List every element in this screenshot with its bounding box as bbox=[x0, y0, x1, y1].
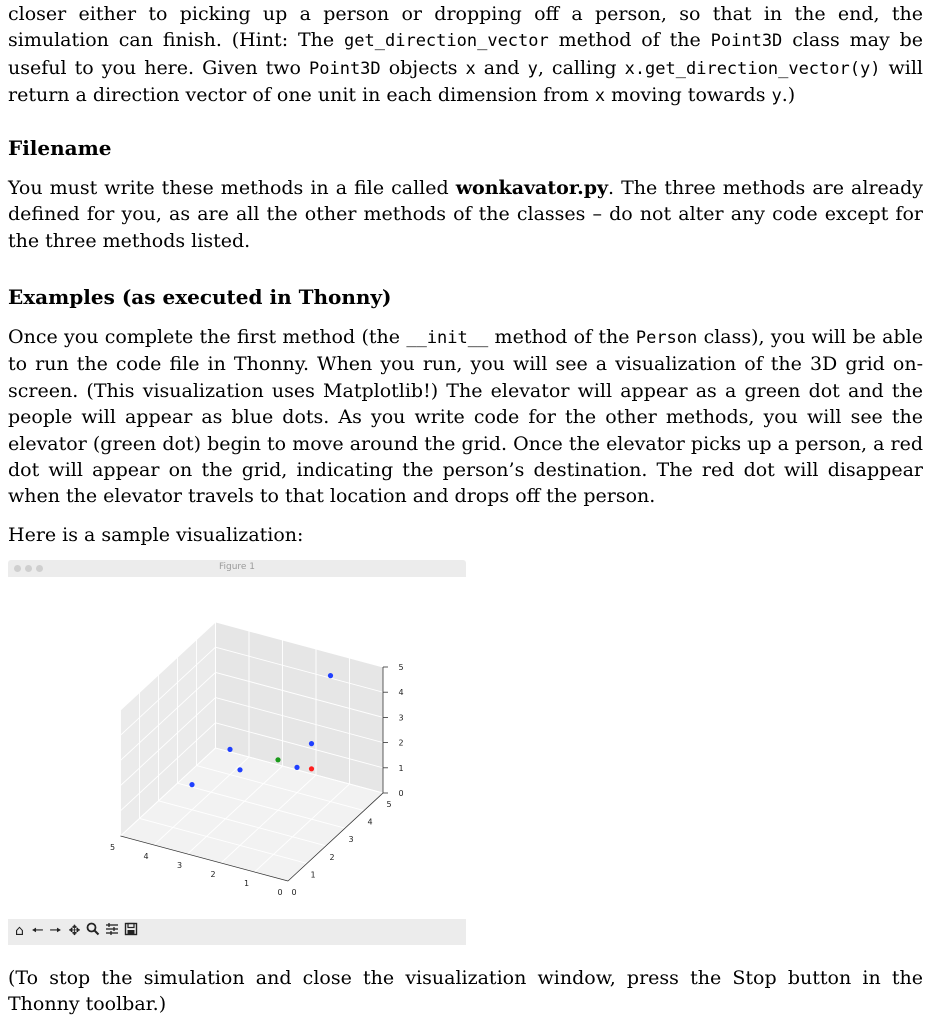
window-titlebar bbox=[8, 560, 466, 577]
plot-panes bbox=[121, 622, 384, 881]
intro-paragraph: closer either to picking up a person or dropping off a person, so that in the end, the simulation can finish. (Hint: The get_direction_vector method of the Point3D class may be useful to you here. Given two Point3D objects x and y, calling x.get_direction_vector(y) will return a direction vector of one unit in each dimension from x moving towards y.) bbox=[8, 3, 924, 107]
y-tick-label: 5 bbox=[386, 800, 392, 809]
y-tick-label: 4 bbox=[367, 817, 373, 827]
z-tick-label: 2 bbox=[398, 738, 404, 748]
y-tick-label: 0 bbox=[291, 888, 297, 897]
pan-icon[interactable]: ✥ bbox=[68, 923, 81, 939]
people-point bbox=[237, 767, 242, 772]
x-tick-label: 3 bbox=[176, 861, 183, 870]
z-tick-label: 3 bbox=[398, 713, 404, 723]
x-tick-label: 2 bbox=[210, 870, 216, 879]
z-tick-label: 4 bbox=[398, 688, 404, 698]
y-tick-label: 2 bbox=[329, 852, 335, 862]
figure-window bbox=[8, 560, 466, 946]
sample-caption: Here is a sample visualization: bbox=[8, 524, 304, 546]
people-point bbox=[227, 747, 232, 752]
x-tick-label: 0 bbox=[277, 888, 283, 897]
examples-heading: Examples (as executed in Thonny) bbox=[8, 285, 392, 309]
figure-toolbar bbox=[8, 919, 466, 945]
people-point bbox=[189, 782, 194, 787]
plot-3d[interactable] bbox=[8, 577, 466, 919]
window-title: Figure 1 bbox=[218, 562, 256, 572]
z-tick-label: 5 bbox=[398, 663, 404, 672]
x-tick-label: 4 bbox=[143, 852, 149, 861]
filename-paragraph: You must write these methods in a file called wonkavator.py. The three methods are already defined for you, as are all the other methods of the classes – do not alter any code except for the three methods listed. bbox=[8, 177, 923, 252]
destination-point bbox=[309, 766, 314, 771]
z-tick-label: 0 bbox=[398, 789, 404, 798]
x-tick-label: 5 bbox=[109, 843, 116, 852]
elevator-point bbox=[275, 757, 280, 762]
x-tick-label: 1 bbox=[243, 879, 250, 888]
y-tick-label: 1 bbox=[310, 870, 316, 880]
back-arrow-icon[interactable]: 🠔 bbox=[31, 923, 44, 939]
save-icon[interactable] bbox=[122, 922, 139, 941]
people-point bbox=[328, 673, 333, 678]
people-point bbox=[294, 765, 299, 770]
forward-arrow-icon[interactable]: 🠖 bbox=[49, 923, 62, 939]
people-point bbox=[309, 741, 314, 746]
y-tick-label: 3 bbox=[348, 835, 354, 845]
filename-bold: wonkavator.py bbox=[455, 177, 609, 199]
configure-icon[interactable] bbox=[103, 922, 120, 941]
filename-heading: Filename bbox=[8, 136, 112, 160]
closing-paragraph: (To stop the simulation and close the visualization window, press the Stop button in the Thonny toolbar.) bbox=[8, 967, 923, 1016]
home-icon[interactable]: ⌂ bbox=[15, 923, 24, 939]
z-tick-label: 1 bbox=[398, 763, 404, 773]
examples-paragraph: Once you complete the first method (the __init__ method of the Person class), you will be able to run the code file in Thonny. When you run, you will see a visualization of the 3D grid on-screen. (This visualization uses Matplotlib!) The elevator will appear as a green dot and the people will appear as blue dots. As you write code for the other methods, you will see the elevator (green dot) begin to move around the grid. Once the elevator picks up a person, a red dot will appear on the grid, indicating the person’s destination. The red dot will disappear when the elevator travels to that location and drops off the person. bbox=[8, 326, 923, 508]
zoom-icon[interactable] bbox=[84, 922, 101, 941]
